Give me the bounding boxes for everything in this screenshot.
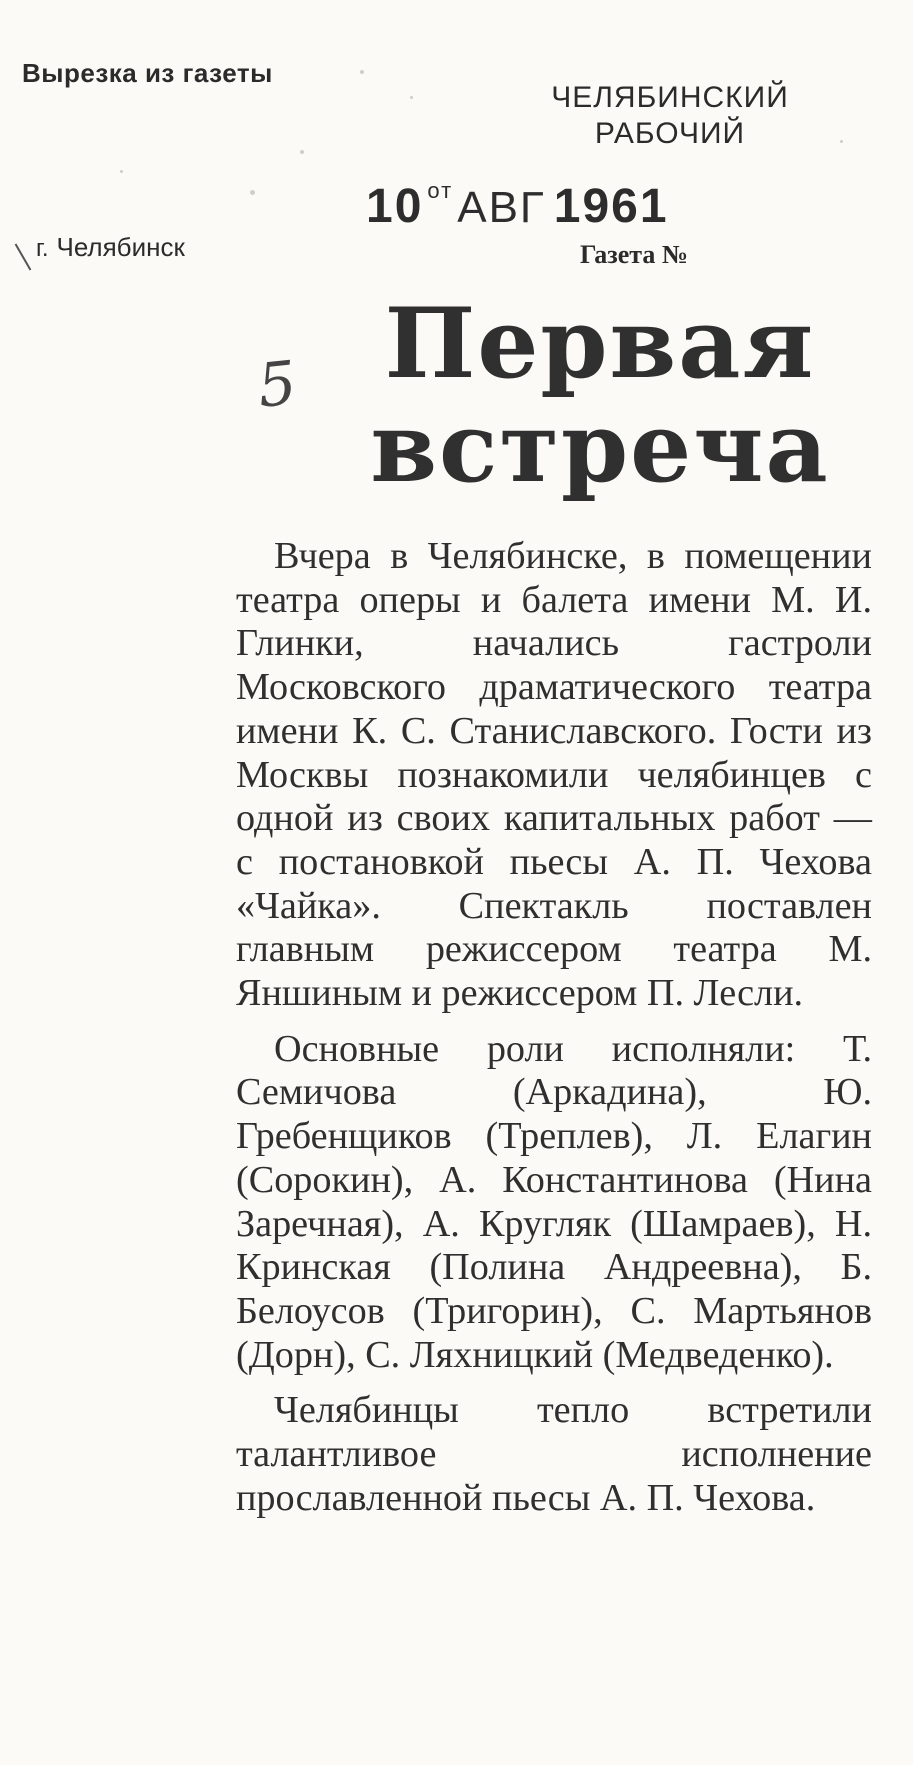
gazeta-number-label: Газета № (580, 240, 688, 269)
newspaper-name-line1: ЧЕЛЯБИНСКИЙ (551, 81, 789, 114)
headline-line2: встреча (370, 391, 830, 504)
newspaper-name (520, 80, 820, 152)
date-month: АВГ (457, 183, 546, 232)
headline-line1: Первая (384, 287, 816, 400)
date-stamp (366, 178, 669, 234)
article-paragraph-2: Основные роли исполняли: Т. Семичова (Аркадина), Ю. Гребенщиков (Треплев), Л. Елагин (Сорокин), А. Константинова (Нина Заречная), А. Кругляк (Шамраев), Н. Кринская (Полина Андреевна), Б. Белоусов (Тригорин), С. Мартьянов (Дорн), С. Ляхницкий (Медведенко). (236, 1027, 872, 1376)
clipping-source-label: Вырезка из газеты (22, 58, 273, 88)
date-day: 10 (366, 180, 424, 233)
print-speck (840, 140, 843, 143)
print-speck (410, 96, 413, 99)
article-body (236, 535, 872, 1532)
print-speck (250, 190, 255, 195)
date-year: 1961 (553, 180, 669, 233)
print-speck (360, 70, 364, 74)
city-name: Челябинск (56, 232, 185, 262)
city-prefix: г. (36, 235, 49, 262)
newspaper-name-line2: РАБОЧИЙ (594, 117, 746, 150)
article-paragraph-1: Вчера в Челябинске, в помещении театра оперы и балета имени М. И. Глинки, начались гастроли Московского драматического театра имени К. С. Станиславского. Гости из Москвы познакомили челябинцев с одной из своих капитальных работ — с постановкой пьесы А. П. Чехова «Чайка». Спектакль поставлен главным режиссером театра М. Яншиным и режиссером П. Лесли. (236, 535, 872, 1015)
stamp-tick-mark (15, 244, 32, 271)
article-paragraph-3: Челябинцы тепло встретили талантливое исполнение прославленной пьесы А. П. Чехова. (236, 1389, 872, 1519)
print-speck (120, 170, 123, 173)
date-ot: от (427, 178, 454, 203)
article-headline (320, 287, 880, 504)
handwritten-mark: 5 (254, 348, 300, 422)
print-speck (300, 150, 304, 154)
city-line (36, 232, 185, 263)
